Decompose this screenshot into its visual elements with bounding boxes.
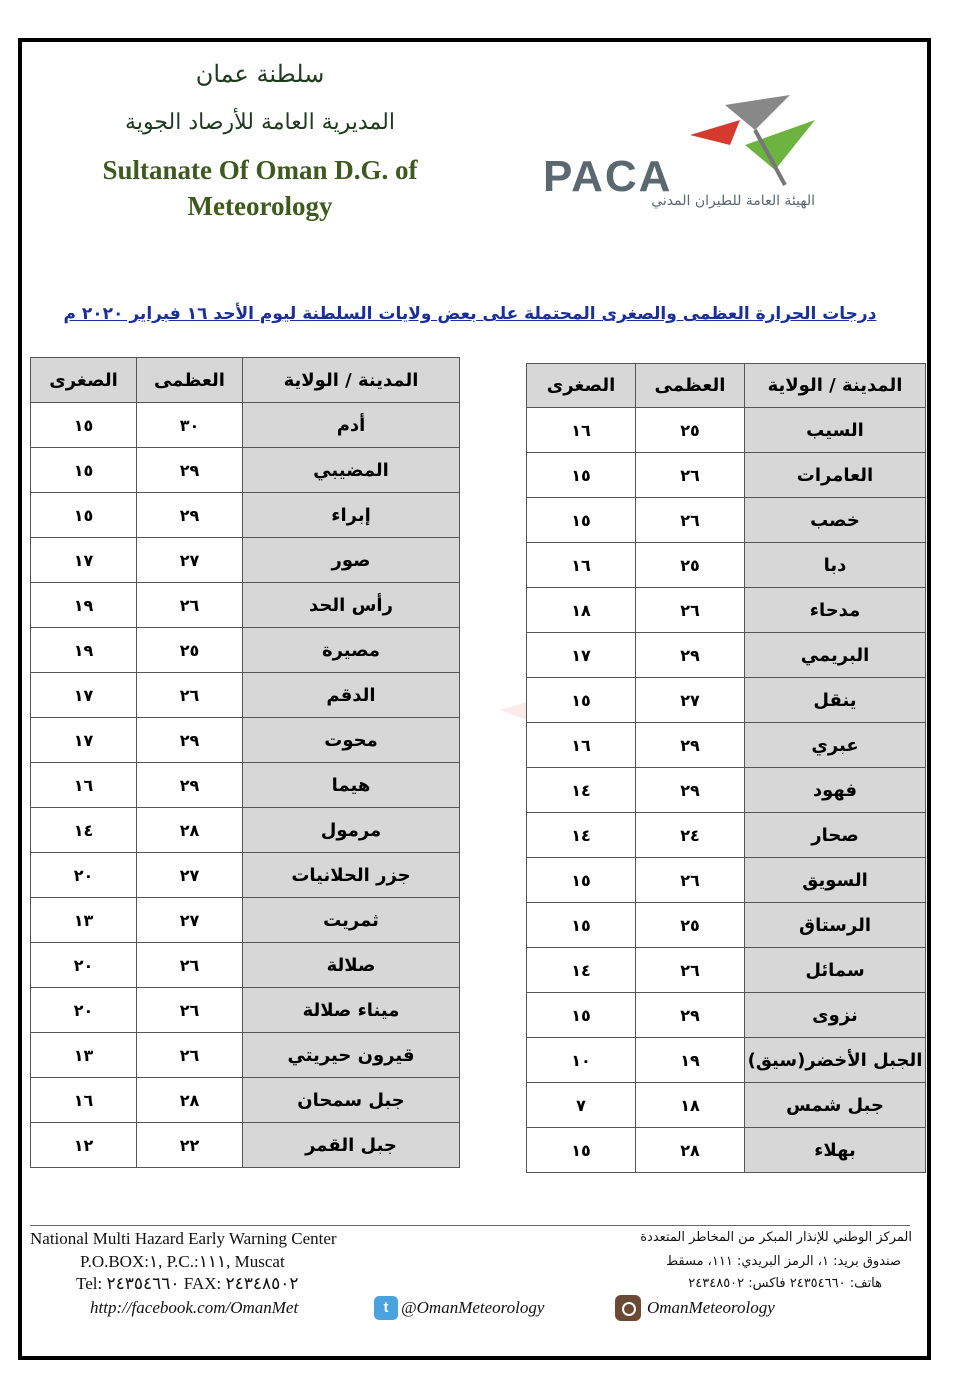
directorate-arabic-heading: المديرية العامة للأرصاد الجوية xyxy=(125,110,395,135)
table-row xyxy=(31,1033,460,1078)
min-temp-cell: ١٣ xyxy=(31,1033,137,1078)
city-cell: فهود xyxy=(745,768,926,813)
twitter-link[interactable]: @OmanMeteorology xyxy=(401,1298,545,1317)
max-temp-cell: ٢٦ xyxy=(137,583,243,628)
max-temp-cell: ٢٦ xyxy=(137,673,243,718)
max-temp-cell: ٢٦ xyxy=(137,943,243,988)
table-row xyxy=(527,498,926,543)
sultanate-arabic-heading: سلطنة عمان xyxy=(195,60,325,88)
min-temp-cell: ١٢ xyxy=(31,1123,137,1168)
column-header-max: العظمى xyxy=(636,364,745,408)
city-cell: قيرون حيريتي xyxy=(243,1033,460,1078)
city-cell: سمائل xyxy=(745,948,926,993)
city-cell: العامرات xyxy=(745,453,926,498)
min-temp-cell: ١٤ xyxy=(31,808,137,853)
city-cell: صلالة xyxy=(243,943,460,988)
city-cell: رأس الحد xyxy=(243,583,460,628)
table-row xyxy=(527,813,926,858)
table-row xyxy=(527,543,926,588)
table-row xyxy=(31,718,460,763)
max-temp-cell: ٢٥ xyxy=(636,903,745,948)
paca-logo-arabic: الهيئة العامة للطيران المدني xyxy=(651,193,815,209)
max-temp-cell: ٢٦ xyxy=(636,858,745,903)
table-row xyxy=(527,1128,926,1173)
min-temp-cell: ٢٠ xyxy=(31,853,137,898)
min-temp-cell: ١٥ xyxy=(31,493,137,538)
min-temp-cell: ١٥ xyxy=(527,858,636,903)
table-row xyxy=(527,858,926,903)
min-temp-cell: ٢٠ xyxy=(31,988,137,1033)
max-temp-cell: ٢٨ xyxy=(137,1078,243,1123)
min-temp-cell: ١٧ xyxy=(31,538,137,583)
min-temp-cell: ١٥ xyxy=(527,498,636,543)
min-temp-cell: ١٣ xyxy=(31,898,137,943)
max-temp-cell: ٢٥ xyxy=(137,628,243,673)
min-temp-cell: ١٦ xyxy=(527,408,636,453)
temperature-table-right xyxy=(526,363,926,1173)
table-body xyxy=(31,403,460,1168)
max-temp-cell: ٢٩ xyxy=(636,993,745,1038)
min-temp-cell: ١٥ xyxy=(527,993,636,1038)
min-temp-cell: ١٩ xyxy=(31,628,137,673)
table-row xyxy=(31,763,460,808)
table-row xyxy=(527,633,926,678)
max-temp-cell: ٢٩ xyxy=(636,633,745,678)
min-temp-cell: ١٥ xyxy=(527,678,636,723)
column-header-min: الصغرى xyxy=(527,364,636,408)
instagram-icon xyxy=(615,1295,641,1321)
temperature-table-left xyxy=(30,357,460,1168)
city-cell: عبري xyxy=(745,723,926,768)
min-temp-cell: ١٤ xyxy=(527,768,636,813)
min-temp-cell: ١٦ xyxy=(31,763,137,808)
max-temp-cell: ٢٧ xyxy=(636,678,745,723)
table-row xyxy=(527,1038,926,1083)
table-row xyxy=(527,408,926,453)
city-cell: ينقل xyxy=(745,678,926,723)
city-cell: دبا xyxy=(745,543,926,588)
city-cell: مدحاء xyxy=(745,588,926,633)
city-cell: خصب xyxy=(745,498,926,543)
footer-tel-ar: هاتف: ٢٤٣٥٤٦٦٠ فاكس: ٢٤٣٤٨٥٠٢ xyxy=(688,1276,882,1291)
city-cell: الجبل الأخضر(سيق) xyxy=(745,1038,926,1083)
max-temp-cell: ٢٦ xyxy=(636,948,745,993)
city-cell: نزوى xyxy=(745,993,926,1038)
city-cell: مصيرة xyxy=(243,628,460,673)
table-row xyxy=(31,943,460,988)
city-cell: السويق xyxy=(745,858,926,903)
city-cell: بهلاء xyxy=(745,1128,926,1173)
column-header-min: الصغرى xyxy=(31,358,137,403)
city-cell: صور xyxy=(243,538,460,583)
min-temp-cell: ١٦ xyxy=(527,543,636,588)
max-temp-cell: ٢٨ xyxy=(636,1128,745,1173)
column-header-city: المدينة / الولاية xyxy=(243,358,460,403)
table-row xyxy=(31,1078,460,1123)
city-cell: ميناء صلالة xyxy=(243,988,460,1033)
city-cell: جبل سمحان xyxy=(243,1078,460,1123)
table-row xyxy=(31,1123,460,1168)
document-title: درجات الحرارة العظمى والصغرى المحتملة على بعض ولايات السلطنة ليوم الأحد ١٦ فبراير ٢٠٢٠ م xyxy=(63,304,877,324)
column-header-city: المدينة / الولاية xyxy=(745,364,926,408)
max-temp-cell: ٢٦ xyxy=(137,1033,243,1078)
city-cell: البريمي xyxy=(745,633,926,678)
table-row xyxy=(527,768,926,813)
footer-tel-en: Tel: ٢٤٣٥٤٦٦٠ FAX: ٢٤٣٤٨٥٠٢ xyxy=(76,1274,299,1293)
city-cell: صحار xyxy=(745,813,926,858)
max-temp-cell: ٢٧ xyxy=(137,853,243,898)
max-temp-cell: ٢٩ xyxy=(137,448,243,493)
twitter-icon: t xyxy=(374,1296,398,1320)
table-row xyxy=(527,723,926,768)
min-temp-cell: ١٤ xyxy=(527,948,636,993)
min-temp-cell: ١٥ xyxy=(527,1128,636,1173)
min-temp-cell: ١٠ xyxy=(527,1038,636,1083)
table-row xyxy=(31,403,460,448)
max-temp-cell: ٢٢ xyxy=(137,1123,243,1168)
max-temp-cell: ٢٥ xyxy=(636,408,745,453)
city-cell: السيب xyxy=(745,408,926,453)
min-temp-cell: ٢٠ xyxy=(31,943,137,988)
city-cell: جبل شمس xyxy=(745,1083,926,1128)
footer-divider xyxy=(30,1225,910,1226)
min-temp-cell: ١٧ xyxy=(31,673,137,718)
min-temp-cell: ١٤ xyxy=(527,813,636,858)
table-row xyxy=(527,453,926,498)
table-row xyxy=(31,673,460,718)
min-temp-cell: ١٧ xyxy=(527,633,636,678)
max-temp-cell: ٢٧ xyxy=(137,538,243,583)
table-row xyxy=(31,853,460,898)
city-cell: أدم xyxy=(243,403,460,448)
max-temp-cell: ٢٦ xyxy=(636,453,745,498)
min-temp-cell: ١٨ xyxy=(527,588,636,633)
table-row xyxy=(527,588,926,633)
column-header-max: العظمى xyxy=(137,358,243,403)
min-temp-cell: ١٥ xyxy=(527,903,636,948)
sultanate-english-heading: Sultanate Of Oman D.G. of Meteorology xyxy=(102,155,418,221)
min-temp-cell: ١٥ xyxy=(31,448,137,493)
max-temp-cell: ٢٦ xyxy=(636,588,745,633)
max-temp-cell: ٢٩ xyxy=(636,723,745,768)
max-temp-cell: ١٩ xyxy=(636,1038,745,1083)
city-cell: محوت xyxy=(243,718,460,763)
table-row xyxy=(527,903,926,948)
table-row xyxy=(31,628,460,673)
max-temp-cell: ٢٩ xyxy=(636,768,745,813)
max-temp-cell: ٢٧ xyxy=(137,898,243,943)
min-temp-cell: ١٥ xyxy=(31,403,137,448)
table-row xyxy=(31,538,460,583)
city-cell: الدقم xyxy=(243,673,460,718)
city-cell: ثمريت xyxy=(243,898,460,943)
table-row xyxy=(31,493,460,538)
min-temp-cell: ١٧ xyxy=(31,718,137,763)
table-body xyxy=(527,408,926,1173)
facebook-link[interactable]: http://facebook.com/OmanMet xyxy=(90,1298,299,1317)
max-temp-cell: ٢٤ xyxy=(636,813,745,858)
table-row xyxy=(527,948,926,993)
min-temp-cell: ١٦ xyxy=(31,1078,137,1123)
max-temp-cell: ٢٦ xyxy=(636,498,745,543)
min-temp-cell: ٧ xyxy=(527,1083,636,1128)
max-temp-cell: ٣٠ xyxy=(137,403,243,448)
city-cell: جبل القمر xyxy=(243,1123,460,1168)
table-row xyxy=(527,993,926,1038)
max-temp-cell: ٢٥ xyxy=(636,543,745,588)
max-temp-cell: ٢٩ xyxy=(137,763,243,808)
footer-center-name-ar: المركز الوطني للإنذار المبكر من المخاطر المتعددة xyxy=(640,1230,912,1245)
footer-center-name-en: National Multi Hazard Early Warning Center xyxy=(30,1229,337,1248)
city-cell: الرستاق xyxy=(745,903,926,948)
min-temp-cell: ١٦ xyxy=(527,723,636,768)
city-cell: جزر الحلانيات xyxy=(243,853,460,898)
city-cell: المضيبي xyxy=(243,448,460,493)
table-row xyxy=(31,988,460,1033)
table-row xyxy=(527,678,926,723)
city-cell: إبراء xyxy=(243,493,460,538)
max-temp-cell: ٢٩ xyxy=(137,718,243,763)
max-temp-cell: ٢٦ xyxy=(137,988,243,1033)
table-row xyxy=(31,583,460,628)
city-cell: مرمول xyxy=(243,808,460,853)
min-temp-cell: ١٩ xyxy=(31,583,137,628)
instagram-link[interactable]: OmanMeteorology xyxy=(647,1298,775,1317)
city-cell: هيما xyxy=(243,763,460,808)
max-temp-cell: ١٨ xyxy=(636,1083,745,1128)
min-temp-cell: ١٥ xyxy=(527,453,636,498)
max-temp-cell: ٢٩ xyxy=(137,493,243,538)
max-temp-cell: ٢٨ xyxy=(137,808,243,853)
footer-pobox-ar: صندوق بريد: ١، الرمز البريدي: ١١١، مسقط xyxy=(666,1254,901,1269)
table-row xyxy=(31,448,460,493)
table-row xyxy=(31,808,460,853)
paca-logo-text: PACA xyxy=(543,152,673,201)
table-row xyxy=(31,898,460,943)
table-row xyxy=(527,1083,926,1128)
footer-pobox-en: P.O.BOX:١, P.C.:١١١, Muscat xyxy=(80,1252,285,1271)
